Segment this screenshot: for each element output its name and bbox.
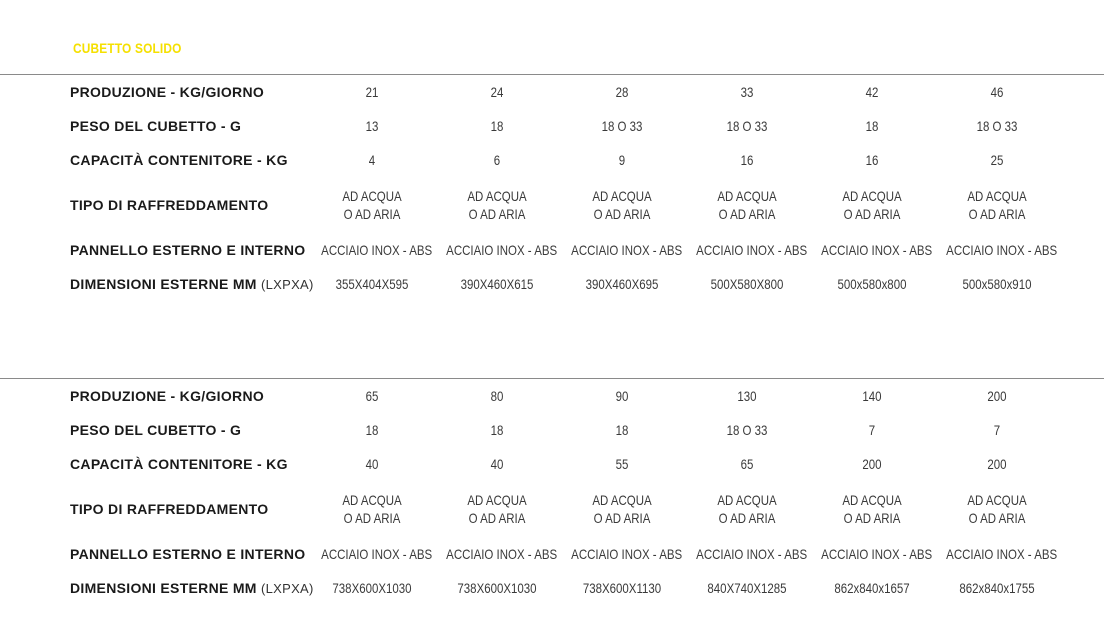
cell-line: O AD ARIA: [968, 510, 1026, 526]
cell-value: ACCIAIO INOX - ABS: [946, 546, 1058, 562]
row-label-text: CAPACITÀ CONTENITORE - KG: [70, 152, 288, 168]
table-cell: [810, 491, 934, 527]
cell-value: 40: [490, 456, 504, 472]
row-label-text: PANNELLO ESTERNO E INTERNO: [70, 242, 306, 258]
table-cell: [560, 187, 684, 223]
table-cell: [935, 83, 1059, 101]
row-produzione: [0, 75, 1104, 109]
table-cell: [685, 387, 809, 405]
cell-value: ACCIAIO INOX - ABS: [446, 242, 558, 258]
cell-value: ACCIAIO INOX - ABS: [571, 242, 683, 258]
cell-line: O AD ARIA: [343, 206, 401, 222]
table-cell: [810, 579, 934, 597]
cell-value: 18: [490, 118, 504, 134]
row-label-text: TIPO DI RAFFREDDAMENTO: [70, 501, 269, 517]
row-label: [70, 580, 314, 596]
cell-line: O AD ARIA: [843, 510, 901, 526]
cell-value: 500X580X800: [710, 276, 784, 292]
table-cell: [310, 491, 434, 527]
table-cell: [685, 151, 809, 169]
row-tipo-raffreddamento: [0, 486, 1104, 532]
cell-value: 200: [987, 388, 1007, 404]
row-label: [70, 388, 264, 404]
cell-value: 18 O 33: [601, 118, 643, 134]
table-cell: [310, 241, 434, 259]
cell-value: 21: [365, 84, 379, 100]
cell-value: 9: [618, 152, 626, 168]
row-label-text: TIPO DI RAFFREDDAMENTO: [70, 197, 269, 213]
cell-value: 130: [737, 388, 757, 404]
table-cell: [935, 117, 1059, 135]
row-label-unit-note: (LXPXA): [260, 277, 314, 292]
table-cell: [810, 241, 934, 259]
table-cell: [435, 491, 559, 527]
cell-line: AD ACQUA: [342, 188, 402, 204]
cell-value: 18: [615, 422, 629, 438]
cell-line: O AD ARIA: [968, 206, 1026, 222]
table-cell: [685, 545, 809, 563]
table-cell: [935, 421, 1059, 439]
table-cell: [685, 491, 809, 527]
row-peso-cubetto: [0, 109, 1104, 143]
cell-value: 18: [865, 118, 879, 134]
row-label-text: DIMENSIONI ESTERNE MM: [70, 580, 257, 596]
table-cell: [435, 83, 559, 101]
table-cell: [435, 387, 559, 405]
row-label-unit-note: (LXPXA): [260, 581, 314, 596]
row-dimensioni: [0, 571, 1104, 605]
table-cell: [685, 241, 809, 259]
table-cell: [810, 421, 934, 439]
row-label-text: PESO DEL CUBETTO - G: [70, 422, 242, 438]
cell-value: ACCIAIO INOX - ABS: [321, 242, 433, 258]
cell-value: 355X404X595: [335, 276, 409, 292]
page-title: CUBETTO SOLIDO: [73, 40, 182, 56]
table-cell: [560, 421, 684, 439]
cell-value: 90: [615, 388, 629, 404]
table-cell: [935, 455, 1059, 473]
cell-value: 18 O 33: [726, 422, 768, 438]
cell-value: 140: [862, 388, 882, 404]
cell-value: 862x840x1755: [959, 580, 1035, 596]
table-cell: [435, 117, 559, 135]
cell-value: ACCIAIO INOX - ABS: [821, 242, 933, 258]
row-label-text: PESO DEL CUBETTO - G: [70, 118, 242, 134]
cell-line: AD ACQUA: [717, 188, 777, 204]
table-cell: [310, 187, 434, 223]
table-cell: [435, 455, 559, 473]
row-tipo-raffreddamento: [0, 182, 1104, 228]
cell-value: 738X600X1130: [582, 580, 662, 596]
cell-value: 738X600X1030: [457, 580, 537, 596]
cell-value: 840X740X1285: [707, 580, 787, 596]
table-cell: [560, 117, 684, 135]
table-cell: [435, 187, 559, 223]
row-label: [70, 197, 268, 213]
cell-value: 862x840x1657: [834, 580, 910, 596]
cell-value: 25: [990, 152, 1004, 168]
table-cell: [935, 241, 1059, 259]
cell-value: 4: [368, 152, 376, 168]
cell-line: O AD ARIA: [343, 510, 401, 526]
table-cell: [685, 83, 809, 101]
cell-value: 6: [493, 152, 501, 168]
cell-value: 7: [868, 422, 876, 438]
cell-line: AD ACQUA: [717, 492, 777, 508]
row-pannello: [0, 233, 1104, 267]
table-cell: [685, 117, 809, 135]
cell-line: O AD ARIA: [468, 510, 526, 526]
row-pannello: [0, 537, 1104, 571]
cell-line: O AD ARIA: [718, 510, 776, 526]
table-cell: [810, 151, 934, 169]
cell-value: 18 O 33: [976, 118, 1018, 134]
cell-value: ACCIAIO INOX - ABS: [571, 546, 683, 562]
table-cell: [810, 117, 934, 135]
cell-value: 46: [990, 84, 1004, 100]
cell-value: 40: [365, 456, 379, 472]
row-produzione: [0, 379, 1104, 413]
cell-line: O AD ARIA: [593, 206, 651, 222]
table-cell: [810, 83, 934, 101]
row-label-text: PRODUZIONE - KG/GIORNO: [70, 388, 265, 404]
row-dimensioni: [0, 267, 1104, 301]
table-cell: [560, 491, 684, 527]
cell-line: AD ACQUA: [342, 492, 402, 508]
cell-value: 55: [615, 456, 629, 472]
cell-line: AD ACQUA: [592, 492, 652, 508]
cell-value: ACCIAIO INOX - ABS: [821, 546, 933, 562]
table-cell: [560, 275, 684, 293]
cell-line: O AD ARIA: [593, 510, 651, 526]
cell-line: AD ACQUA: [967, 492, 1027, 508]
cell-value: 7: [993, 422, 1001, 438]
row-label: [70, 422, 241, 438]
table-cell: [810, 387, 934, 405]
row-label: [70, 276, 314, 292]
cell-line: AD ACQUA: [842, 492, 902, 508]
table-cell: [435, 241, 559, 259]
table-cell: [310, 275, 434, 293]
row-label: [70, 118, 241, 134]
table-cell: [560, 83, 684, 101]
cell-value: ACCIAIO INOX - ABS: [946, 242, 1058, 258]
cell-line: AD ACQUA: [467, 492, 527, 508]
table-cell: [310, 387, 434, 405]
cell-value: 200: [987, 456, 1007, 472]
table-cell: [310, 83, 434, 101]
row-label-text: PANNELLO ESTERNO E INTERNO: [70, 546, 306, 562]
cell-value: 16: [865, 152, 879, 168]
table-cell: [935, 151, 1059, 169]
table-cell: [685, 187, 809, 223]
cell-line: O AD ARIA: [843, 206, 901, 222]
cell-value: 42: [865, 84, 879, 100]
cell-value: 13: [365, 118, 379, 134]
row-label: [70, 84, 264, 100]
row-label: [70, 242, 305, 258]
cell-value: 28: [615, 84, 629, 100]
row-label-text: PRODUZIONE - KG/GIORNO: [70, 84, 265, 100]
row-label: [70, 546, 305, 562]
table-cell: [810, 545, 934, 563]
table-cell: [935, 187, 1059, 223]
cell-value: 16: [740, 152, 754, 168]
table-cell: [560, 151, 684, 169]
cell-value: 65: [365, 388, 379, 404]
cell-value: ACCIAIO INOX - ABS: [696, 546, 808, 562]
cell-line: AD ACQUA: [967, 188, 1027, 204]
row-capacita-contenitore: [0, 447, 1104, 481]
table-cell: [685, 421, 809, 439]
table-cell: [935, 579, 1059, 597]
cell-line: O AD ARIA: [468, 206, 526, 222]
cell-value: 390X460X695: [585, 276, 659, 292]
cell-line: AD ACQUA: [592, 188, 652, 204]
cell-value: 18: [365, 422, 379, 438]
table-cell: [435, 579, 559, 597]
cell-line: AD ACQUA: [842, 188, 902, 204]
cell-value: 18: [490, 422, 504, 438]
table-cell: [310, 151, 434, 169]
cell-value: 390X460X615: [460, 276, 534, 292]
row-label: [70, 152, 288, 168]
cell-value: 738X600X1030: [332, 580, 412, 596]
table-cell: [435, 151, 559, 169]
table-cell: [435, 275, 559, 293]
table-cell: [310, 117, 434, 135]
row-label: [70, 456, 288, 472]
table-cell: [435, 421, 559, 439]
table-cell: [435, 545, 559, 563]
table-cell: [935, 387, 1059, 405]
cell-value: 200: [862, 456, 882, 472]
row-peso-cubetto: [0, 413, 1104, 447]
table-cell: [560, 545, 684, 563]
cell-value: 500x580x910: [962, 276, 1032, 292]
cell-line: AD ACQUA: [467, 188, 527, 204]
cell-line: O AD ARIA: [718, 206, 776, 222]
table-cell: [935, 545, 1059, 563]
row-label-text: CAPACITÀ CONTENITORE - KG: [70, 456, 288, 472]
row-capacita-contenitore: [0, 143, 1104, 177]
table-cell: [560, 241, 684, 259]
table-cell: [935, 275, 1059, 293]
table-cell: [810, 275, 934, 293]
cell-value: 65: [740, 456, 754, 472]
table-cell: [810, 455, 934, 473]
table-cell: [935, 491, 1059, 527]
cell-value: 33: [740, 84, 754, 100]
table-cell: [685, 579, 809, 597]
table-cell: [560, 579, 684, 597]
table-cell: [560, 455, 684, 473]
cell-value: 24: [490, 84, 504, 100]
table-cell: [685, 455, 809, 473]
cell-value: ACCIAIO INOX - ABS: [696, 242, 808, 258]
table-cell: [310, 545, 434, 563]
table-cell: [685, 275, 809, 293]
table-cell: [310, 455, 434, 473]
cell-value: 18 O 33: [726, 118, 768, 134]
row-label-text: DIMENSIONI ESTERNE MM: [70, 276, 257, 292]
cell-value: ACCIAIO INOX - ABS: [446, 546, 558, 562]
cell-value: 80: [490, 388, 504, 404]
row-label: [70, 501, 268, 517]
table-cell: [310, 421, 434, 439]
table-cell: [310, 579, 434, 597]
cell-value: 500x580x800: [837, 276, 907, 292]
cell-value: ACCIAIO INOX - ABS: [321, 546, 433, 562]
table-cell: [560, 387, 684, 405]
table-cell: [810, 187, 934, 223]
